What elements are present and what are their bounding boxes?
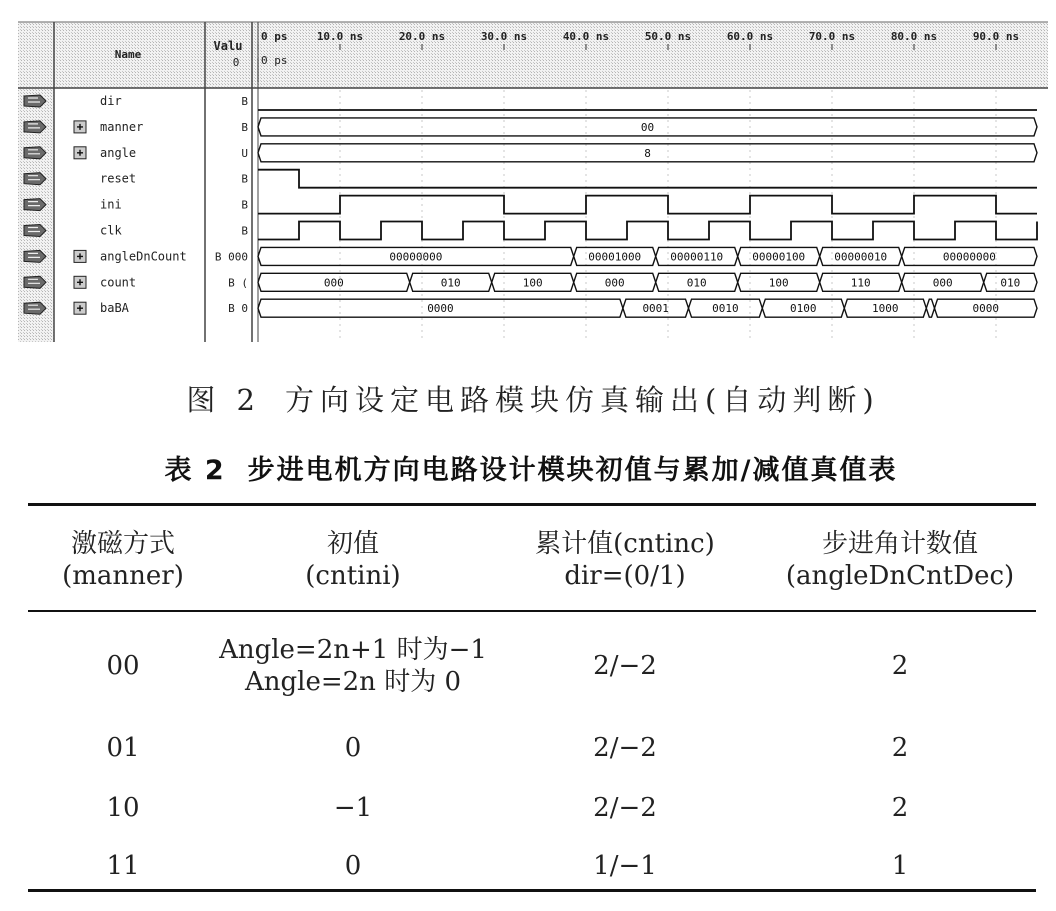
time-tick-label: 30.0 ns [480, 30, 528, 43]
time-tick-label: 90.0 ns [972, 30, 1020, 43]
waveform-ini [258, 196, 1037, 214]
waveform-tracks [258, 110, 1037, 317]
signal-value: B ( [228, 276, 248, 290]
time-tick-label: 80.0 ns [890, 30, 938, 43]
value-column-header[interactable]: Valu [213, 39, 243, 53]
signal-row-baBA[interactable] [24, 301, 248, 315]
table-cell-cntinc: 2/−2 [593, 733, 657, 763]
signal-value: B 000 [214, 250, 248, 264]
signal-rows [24, 94, 248, 315]
signal-value: B 0 [228, 302, 248, 316]
bus-value-label: 00000010 [834, 250, 888, 264]
expand-toggle-icon[interactable] [74, 276, 86, 288]
signal-value: U [241, 146, 248, 160]
figure-title: 方向设定电路模块仿真输出(自动判断) [285, 383, 880, 417]
signal-row-angle[interactable] [24, 146, 248, 160]
expand-toggle-icon[interactable] [74, 147, 86, 159]
bus-value-label: 00001000 [588, 250, 642, 264]
signal-value: B [241, 224, 248, 238]
column-header-manner: 激磁方式 (manner) [62, 529, 184, 591]
column-header-cntini: 初值 (cntini) [305, 529, 401, 591]
time-tick-label: 70.0 ns [808, 30, 856, 43]
bus-value-label: 00 [640, 120, 655, 134]
expand-toggle-icon[interactable] [74, 250, 86, 262]
signal-row-angleDnCount[interactable] [24, 249, 248, 263]
bus-value-label: 0000 [972, 302, 999, 316]
signal-name: clk [100, 223, 122, 238]
table-cell-angle-count: 1 [891, 851, 909, 881]
time-tick-label: 50.0 ns [644, 30, 692, 43]
table-cell-angle-count: 2 [891, 793, 909, 823]
table-cell-cntini: 0 [344, 733, 362, 763]
name-column-header[interactable]: Name [114, 48, 142, 61]
waveform-viewer [0, 0, 1056, 345]
time-tick-label: 10.0 ns [316, 30, 364, 43]
bus-value-label: 100 [522, 276, 543, 290]
signal-row-ini[interactable] [24, 198, 248, 212]
bus-value-label: 00000110 [670, 250, 724, 264]
bus-value-label: 00000000 [389, 250, 443, 264]
signal-row-reset[interactable] [24, 172, 248, 186]
signal-row-dir[interactable] [24, 94, 248, 108]
signal-name: dir [100, 94, 122, 108]
table-number: 表 2 [164, 455, 226, 486]
waveform-angle [258, 144, 1037, 162]
bus-value-label: 00000000 [942, 250, 996, 264]
bus-value-label: 000 [604, 276, 625, 290]
bus-value-label: 8 [644, 146, 651, 160]
bus-value-label: 000 [323, 276, 344, 290]
table-bottom-rule [28, 889, 1036, 892]
time-tick-label: 0 ps [261, 30, 288, 43]
table-cell-manner: 01 [106, 733, 140, 763]
waveform-baBA [258, 299, 1037, 317]
table-cell-cntinc: 2/−2 [593, 651, 657, 681]
bus-value-label: 000 [932, 276, 953, 290]
figure-caption [0, 378, 1056, 419]
bus-value-label: 010 [1000, 276, 1021, 290]
expand-toggle-icon[interactable] [74, 302, 86, 314]
time-tick-label: 40.0 ns [562, 30, 610, 43]
table-cell-manner: 11 [106, 851, 140, 881]
signal-name: ini [100, 197, 122, 212]
bus-value-label: 010 [686, 276, 707, 290]
signal-value: B [241, 120, 248, 134]
signal-value: B [241, 172, 248, 186]
signal-value: B [241, 198, 248, 212]
waveform-reset [258, 170, 1037, 188]
table-cell-cntini: −1 [333, 793, 373, 823]
bus-value-label: 0001 [642, 302, 669, 316]
table-cell-cntinc: 1/−1 [593, 851, 657, 881]
waveform-manner [258, 118, 1037, 136]
bus-value-label: 100 [768, 276, 789, 290]
signal-name: angle [100, 145, 137, 160]
cursor-time-label: 0 ps [261, 54, 288, 67]
table-header-rule [28, 610, 1036, 612]
signal-row-manner[interactable] [24, 120, 248, 134]
bus-value-label: 010 [440, 276, 461, 290]
signal-row-count[interactable] [24, 275, 248, 289]
bus-segment [926, 299, 934, 317]
table-caption [0, 448, 1056, 487]
table-title: 步进电机方向电路设计模块初值与累加/减值真值表 [247, 455, 898, 486]
bus-value-label: 0100 [790, 302, 817, 316]
expand-toggle-icon[interactable] [74, 121, 86, 133]
waveform-clk [258, 222, 1037, 240]
signal-name: angleDnCount [100, 249, 187, 264]
time-tick-label: 20.0 ns [398, 30, 446, 43]
bus-value-label: 0010 [712, 302, 739, 316]
column-header-angle-count: 步进角计数值 (angleDnCntDec) [785, 529, 1015, 591]
time-tick-label: 60.0 ns [726, 30, 774, 43]
signal-name: reset [100, 171, 137, 186]
table-cell-angle-count: 2 [891, 651, 909, 681]
signal-row-clk[interactable] [24, 224, 248, 238]
table-cell-cntinc: 2/−2 [593, 793, 657, 823]
bus-value-label: 00000100 [752, 250, 806, 264]
table-top-rule [28, 503, 1036, 506]
figure-number: 图 2 [186, 383, 262, 417]
waveform-angleDnCount [258, 247, 1037, 265]
table-cell-manner: 10 [106, 793, 140, 823]
table-cell-cntini: 0 [344, 851, 362, 881]
signal-name: baBA [100, 301, 129, 316]
table-cell-angle-count: 2 [891, 733, 909, 763]
bus-value-label: 0000 [427, 302, 454, 316]
table-cell-manner: 00 [106, 651, 140, 681]
value-column-subheader: 0 [232, 56, 240, 69]
bus-value-label: 1000 [872, 302, 899, 316]
waveform-count [258, 273, 1037, 291]
signal-value: B [241, 95, 248, 108]
table-cell-cntini: Angle=2n+1 时为−1 Angle=2n 时为 0 [219, 635, 487, 697]
signal-name: manner [100, 119, 144, 134]
signal-name: count [100, 275, 137, 290]
bus-value-label: 110 [850, 276, 871, 290]
column-header-cntinc: 累计值(cntinc) dir=(0/1) [535, 529, 715, 591]
